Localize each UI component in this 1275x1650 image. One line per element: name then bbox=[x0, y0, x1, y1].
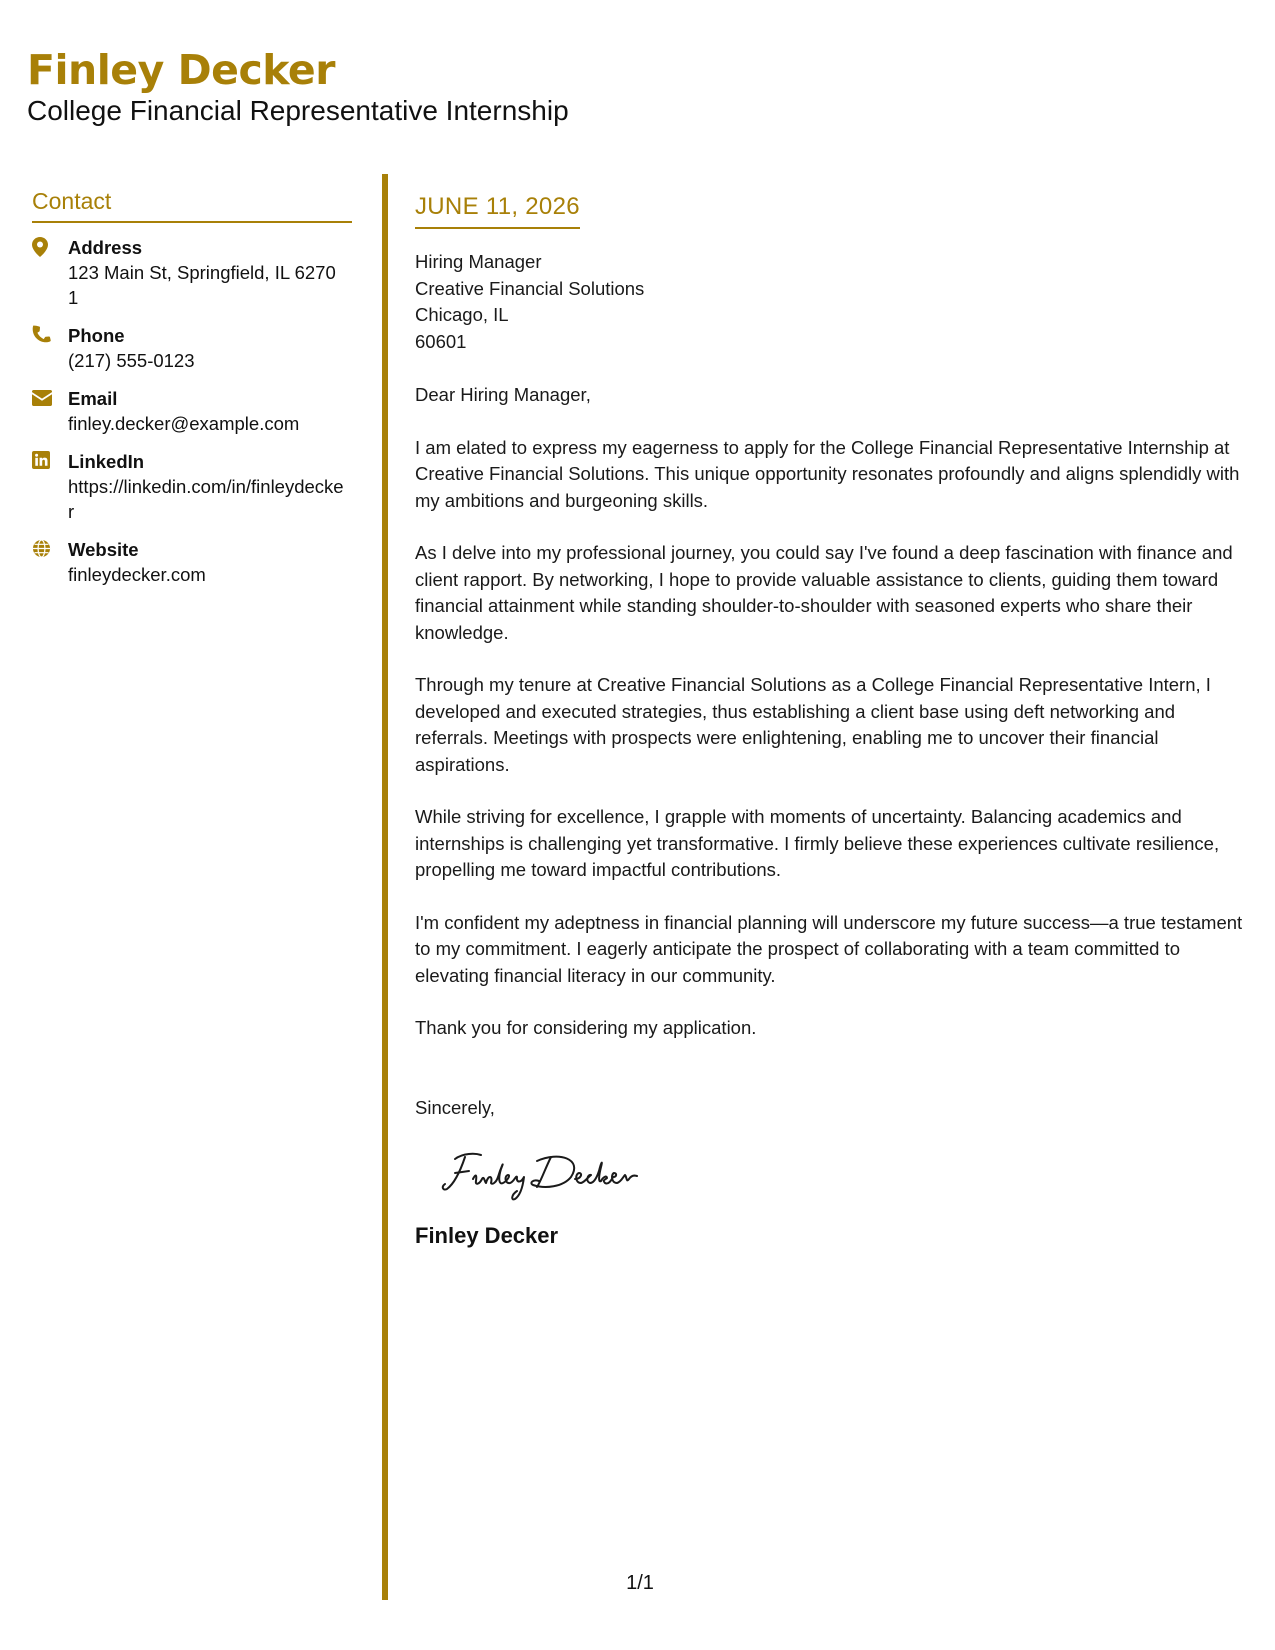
address-value: 123 Main St, Springfield, IL 62701 bbox=[68, 262, 336, 308]
contact-linkedin bbox=[32, 449, 352, 524]
globe-icon bbox=[32, 537, 68, 558]
linkedin-label: LinkedIn bbox=[68, 451, 145, 472]
cover-letter-body bbox=[415, 193, 1250, 1249]
contact-sidebar bbox=[32, 188, 352, 600]
contact-address bbox=[32, 235, 352, 310]
phone-value: (217) 555-0123 bbox=[68, 350, 195, 371]
recipient-city: Chicago, IL bbox=[415, 304, 509, 325]
closing: Sincerely, bbox=[415, 1096, 495, 1118]
letter-paragraph: I am elated to express my eagerness to apply for the College Financial Representative Internship at Creative Financial Solutions. This unique opportunity resonates profoundly and aligns splendidly with my ambitions and burgeoning skills. bbox=[415, 436, 1240, 511]
envelope-icon bbox=[32, 386, 68, 406]
letter-paragraph: While striving for excellence, I grapple with moments of uncertainty. Balancing academics and internships is challenging yet transformative. I firmly believe these experiences cultivate resilience, propelling me toward impactful contributions. bbox=[415, 806, 1220, 880]
letter-paragraph: Through my tenure at Creative Financial Solutions as a College Financial Representative Intern, I developed and executed strategies, thus establishing a client base using deft networking and referrals. Meetings with prospects were enlightening, enabling me to uncover their financial aspirations. bbox=[415, 674, 1211, 775]
handwritten-signature bbox=[441, 1145, 1250, 1203]
email-value: finley.decker@example.com bbox=[68, 413, 300, 434]
letter-paragraph: I'm confident my adeptness in financial planning will underscore my future success—a true testament to my commitment. I eagerly anticipate the prospect of collaborating with a team committed to elevating financial literacy in our community. bbox=[415, 911, 1243, 986]
resume-header bbox=[27, 48, 569, 127]
address-label: Address bbox=[68, 237, 143, 258]
vertical-divider bbox=[382, 174, 388, 1600]
recipient-block bbox=[415, 249, 1250, 355]
contact-phone bbox=[32, 323, 352, 373]
contact-heading: Contact bbox=[32, 188, 352, 223]
contact-list bbox=[32, 235, 352, 587]
contact-website bbox=[32, 537, 352, 587]
recipient-title: Hiring Manager bbox=[415, 251, 542, 272]
recipient-zip: 60601 bbox=[415, 330, 467, 352]
recipient-company: Creative Financial Solutions bbox=[415, 277, 645, 299]
linkedin-value[interactable]: https://linkedin.com/in/finleydecker bbox=[68, 476, 344, 522]
job-title: College Financial Representative Internship bbox=[27, 95, 569, 127]
letter-paragraph: Thank you for considering my application. bbox=[415, 1017, 757, 1038]
letter-paragraph: As I delve into my professional journey, you could say I've found a deep fascination with finance and client rapport. By networking, I hope to provide valuable assistance to clients, guiding them toward financial attainment while standing shoulder-to-shoulder with seasoned experts who share their knowledge. bbox=[415, 542, 1233, 643]
linkedin-icon bbox=[32, 449, 68, 469]
applicant-name: Finley Decker bbox=[27, 46, 335, 94]
website-value[interactable]: finleydecker.com bbox=[68, 564, 206, 585]
map-pin-icon bbox=[32, 235, 68, 257]
contact-email bbox=[32, 386, 352, 436]
email-label: Email bbox=[68, 388, 118, 409]
letter-date: JUNE 11, 2026 bbox=[415, 193, 580, 229]
signer-name: Finley Decker bbox=[415, 1223, 559, 1248]
website-label: Website bbox=[68, 539, 139, 560]
phone-icon bbox=[32, 323, 68, 345]
page-number: 1/1 bbox=[626, 1572, 654, 1594]
salutation: Dear Hiring Manager, bbox=[415, 384, 591, 405]
phone-label: Phone bbox=[68, 325, 125, 346]
